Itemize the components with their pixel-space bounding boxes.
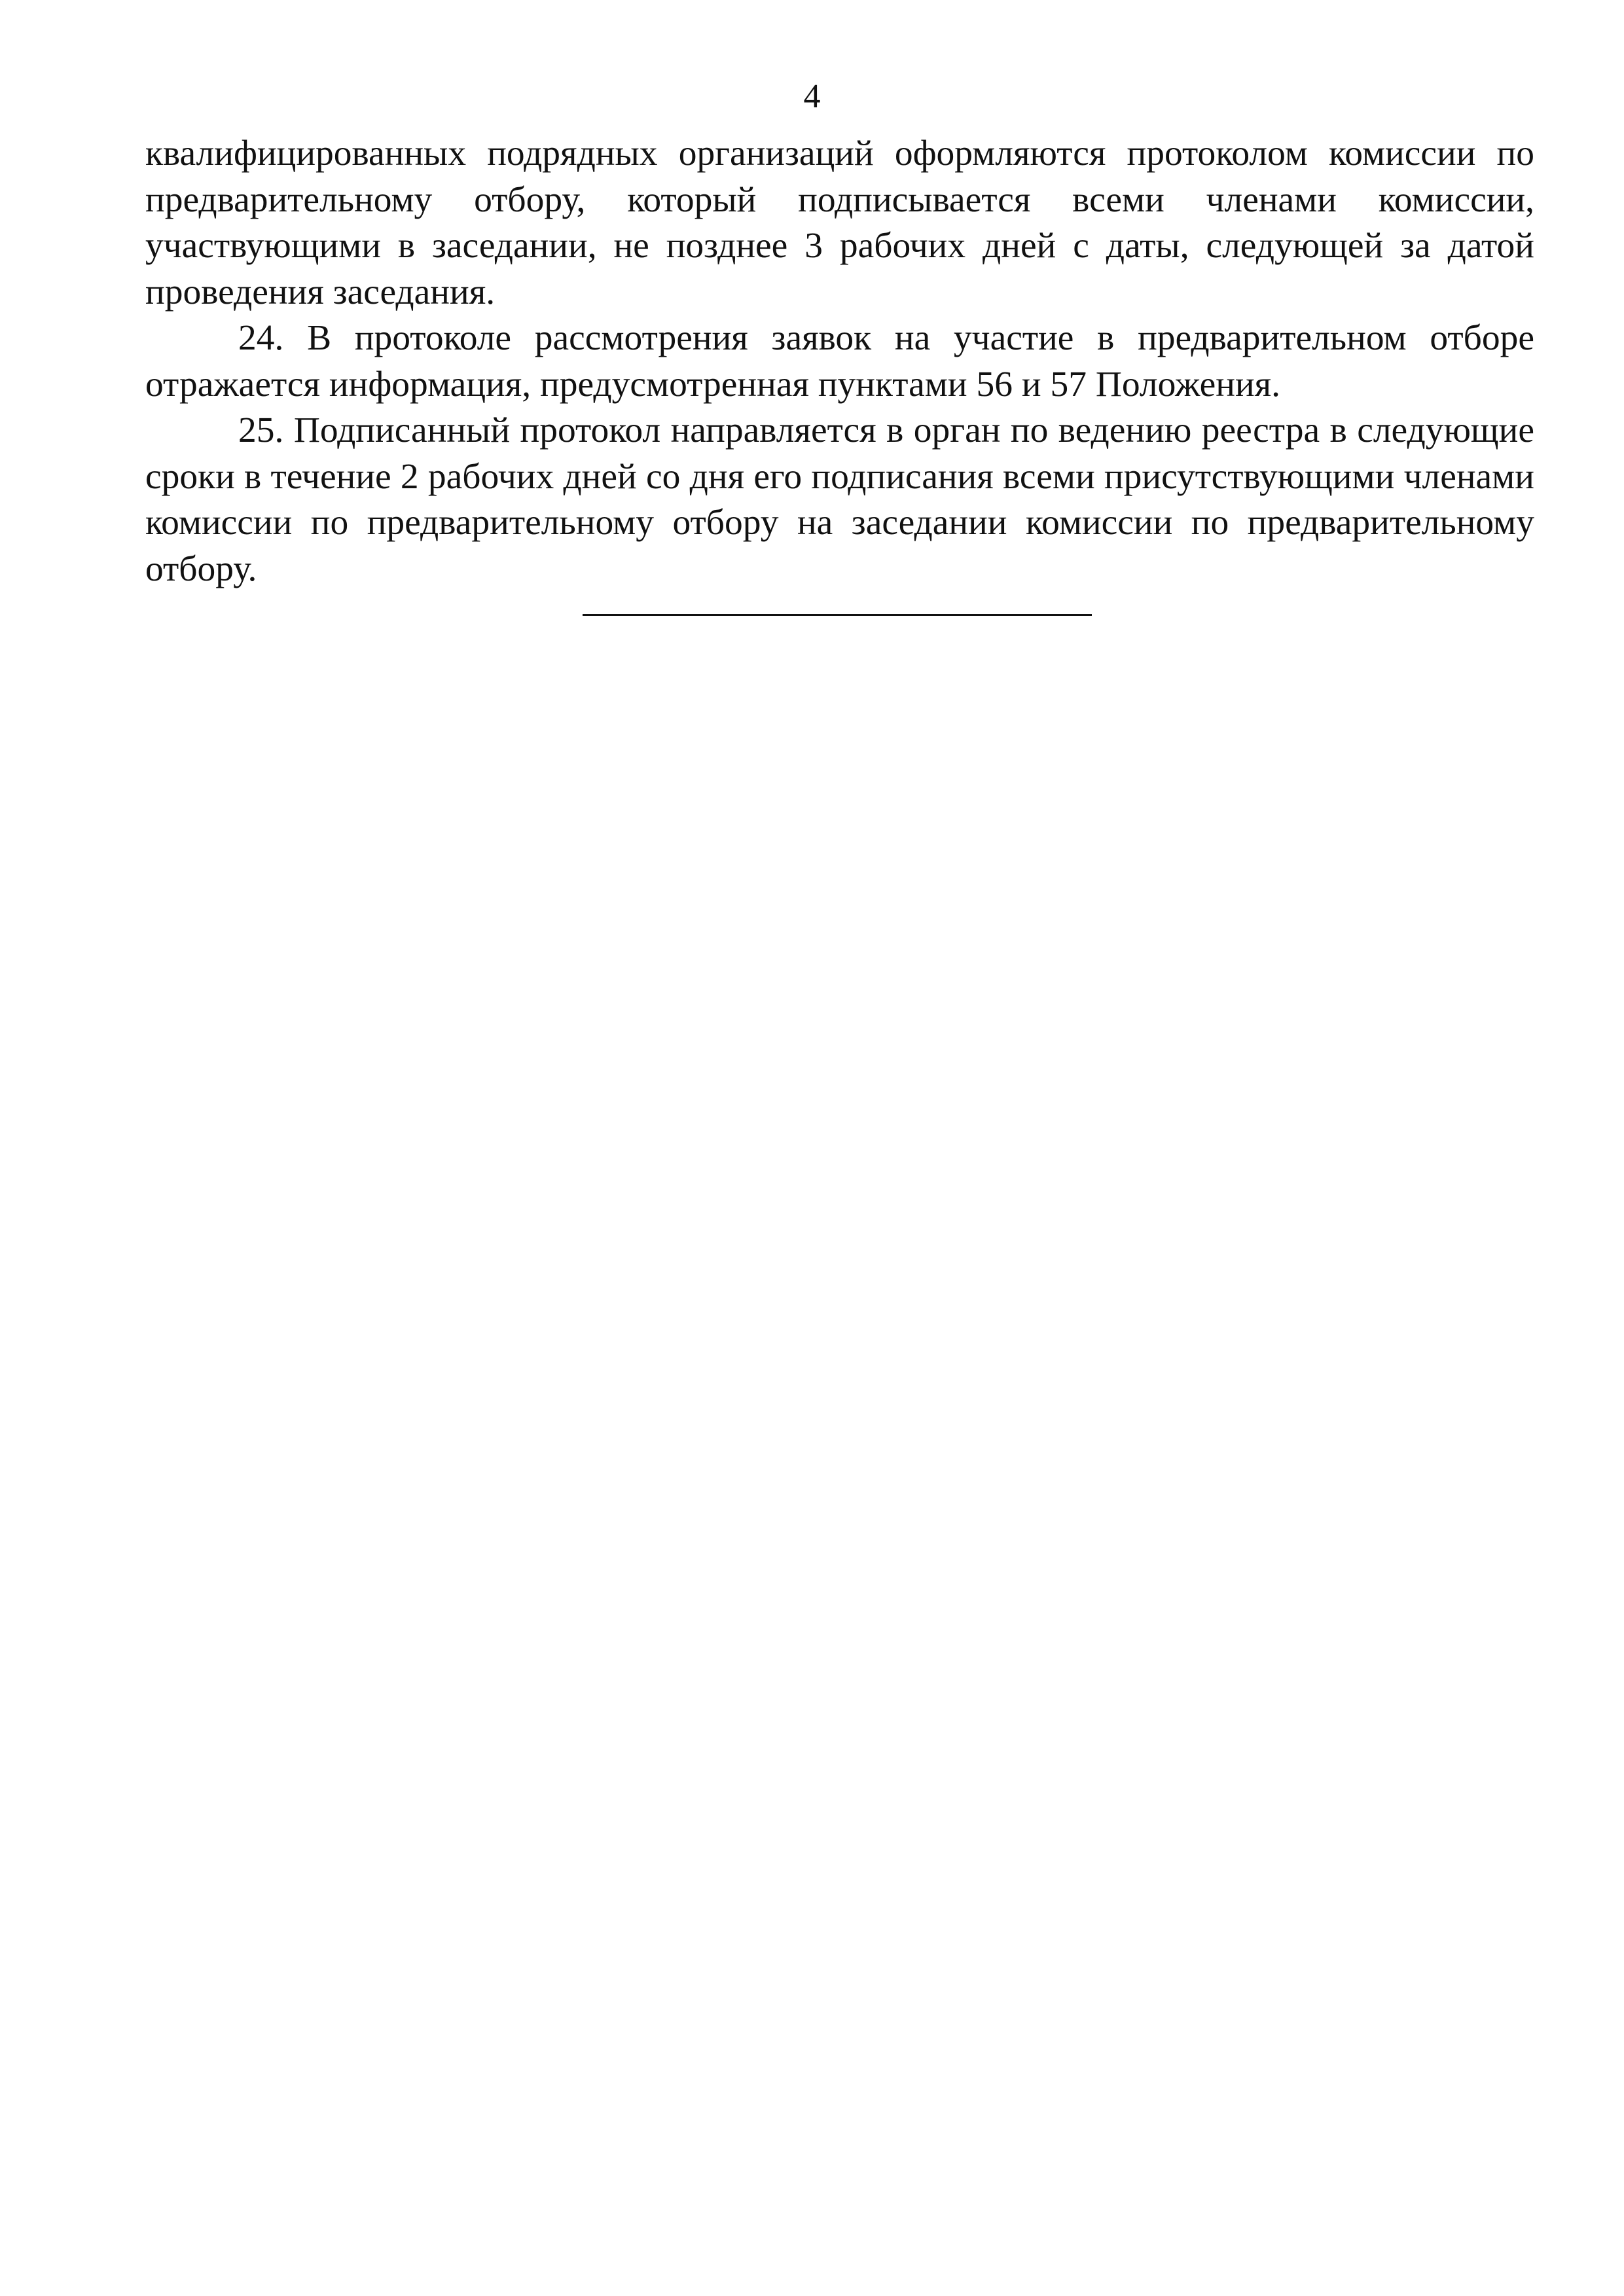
page-number: 4 (803, 78, 821, 115)
paragraph-item-24: 24. В протоколе рассмотрения заявок на участие в предварительном отборе отражается информация, предусмотренная пунктами 56 и 57 Положения. (145, 318, 1534, 404)
document-body (145, 131, 1534, 592)
paragraph-continuation: квалифицированных подрядных организаций оформляются протоколом комиссии по предварительному отбору, который подписывается всеми членами комиссии, участвующими в заседании, не позднее 3 рабочих дней с даты, следующей за датой проведения заседания. (145, 134, 1534, 312)
paragraph-item-25: 25. Подписанный протокол направляется в орган по ведению реестра в следующие сроки в течение 2 рабочих дней со дня его подписания всеми присутствующими членами комиссии по предварительному отбору на заседании комиссии по предварительному отбору. (145, 410, 1534, 589)
end-of-document-rule (583, 614, 1092, 616)
